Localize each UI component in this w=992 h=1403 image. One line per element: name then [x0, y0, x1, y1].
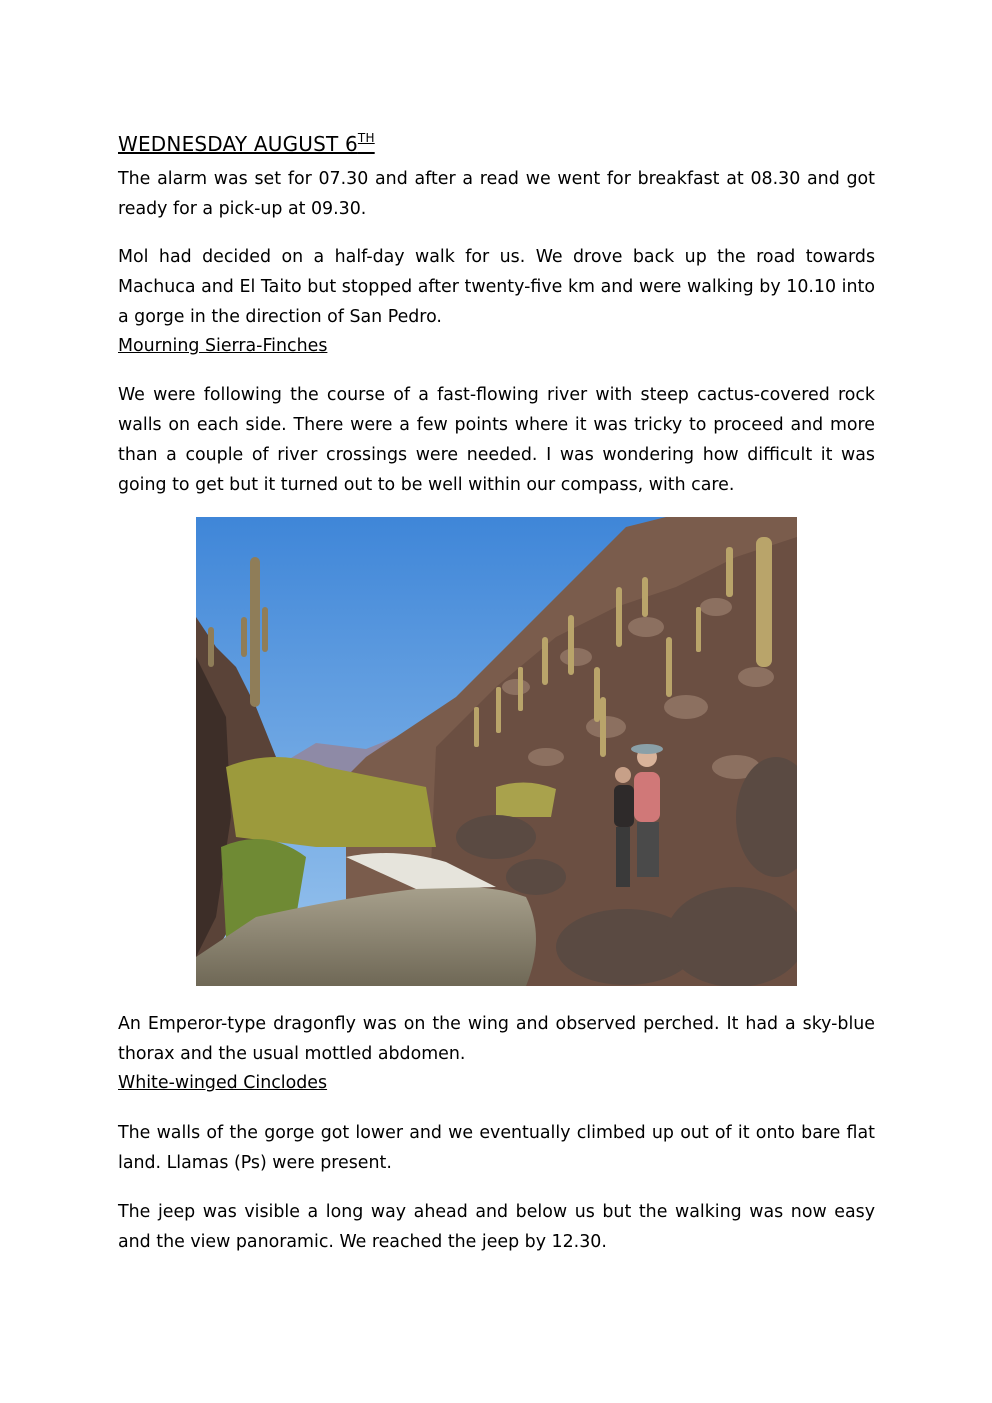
- paragraph-gorge-walls: The walls of the gorge got lower and we eventually climbed up out of it onto bare flat land. Llamas (Ps) were present.: [118, 1123, 875, 1173]
- paragraph-half-day-walk: Mol had decided on a half-day walk for us. We drove back up the road towards Machuca and El Taito but stopped after twenty-five km and were walking by 10.10 into a gorge in the direction of San Pedro.: [118, 247, 875, 327]
- paragraph-breakfast: The alarm was set for 07.30 and after a read we went for breakfast at 08.30 and got ready for a pick-up at 09.30.: [118, 169, 875, 219]
- paragraph-dragonfly: An Emperor-type dragonfly was on the wing and observed perched. It had a sky-blue thorax and the usual mottled abdomen.: [118, 1014, 875, 1064]
- page-heading: [118, 131, 375, 156]
- paragraph-river-course: We were following the course of a fast-flowing river with steep cactus-covered rock walls on each side. There were a few points where it was tricky to proceed and more than a couple of river crossings were needed. I was wondering how difficult it was going to get but it turned out to be well within our compass, with care.: [118, 385, 875, 495]
- subheading-cinclodes: White-winged Cinclodes: [118, 1073, 328, 1093]
- gorge-photo: [196, 517, 797, 986]
- heading-text: WEDNESDAY AUGUST 6: [118, 132, 358, 156]
- subheading-sierra-finches: Mourning Sierra-Finches: [118, 336, 328, 356]
- heading-superscript: TH: [357, 131, 375, 145]
- paragraph-jeep: The jeep was visible a long way ahead and below us but the walking was now easy and the view panoramic. We reached the jeep by 12.30.: [118, 1202, 875, 1252]
